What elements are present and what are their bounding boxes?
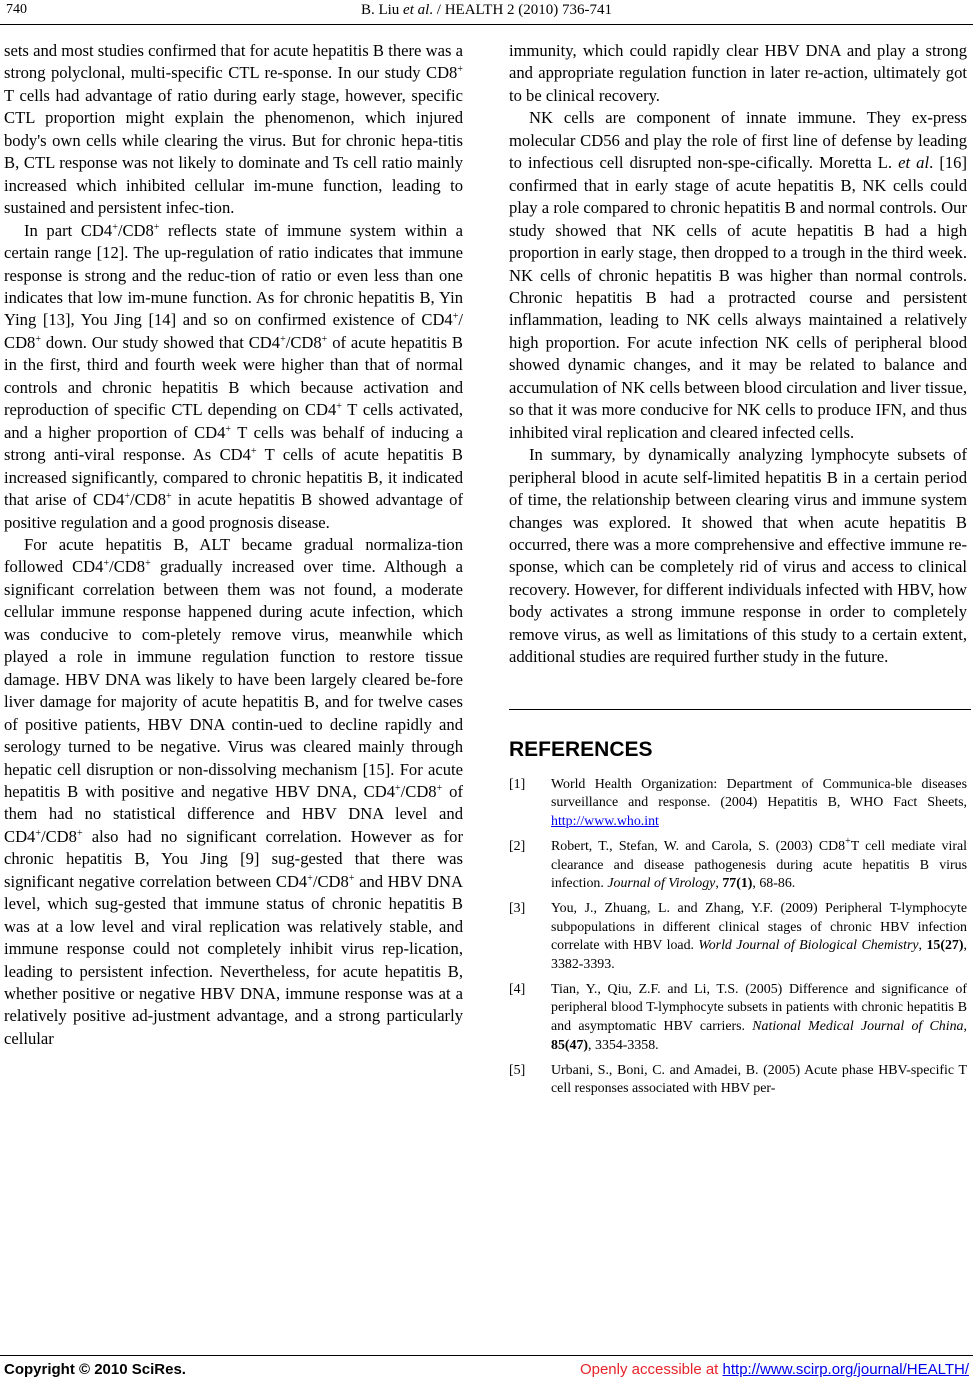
reference-number: [3] (509, 900, 526, 916)
reference-number: [1] (509, 776, 526, 792)
page-header (0, 0, 973, 28)
right-column (509, 40, 967, 1105)
reference-3: [3] You, J., Zhuang, L. and Zhang, Y.F. (2009) Peripheral T-lymphocyte subpopulations in different clinical stages of chronic HBV infection correlate with HBV load. World Journal of Biological Chemistry, 15(27), 3382-3393. (509, 900, 967, 973)
left-paragraph-1: sets and most studies confirmed that for acute hepatitis B there was a strong polyclonal, multi-specific CTL re-sponse. In our study CD8+ T cells had advantage of ratio during early stage, however, specific CTL proportion might explain the phenomenon, which injured body's own cells while clearing the virus. But for chronic hepa-titis B, CTL response was not likely to dominate and Ts cell ratio mainly increased which inhibited cellular im-mune function, leading to sustained and persistent infec-tion. (4, 41, 463, 218)
reference-5: [5] Urbani, S., Boni, C. and Amadei, B. (2005) Acute phase HBV-specific T cell responses associated with HBV per- (509, 1062, 967, 1097)
reference-number: [4] (509, 981, 526, 997)
header-rule (0, 24, 973, 25)
right-paragraph-2: NK cells are component of innate immune. They ex-press molecular CD56 and play the role of first line of defense by leading to infectious cell disrupted non-spe-cifically. Moretta L. et al. [16] confirmed that in early stage of acute hepatitis B, NK cells could play a role compared to chronic hepatitis B and normal controls. Our study showed that NK cells of acute hepatitis B had a high proportion in early stage, then dropped to a trough in the third week. NK cells of chronic hepatitis B was higher than normal controls. Chronic hepatitis B had a protracted course and persistent inflammation, leading to NK cells always maintained a relatively high proportion. For acute infection NK cells of peripheral blood showed dynamic changes, and it may be related to balance and accumulation of NK cells between blood circulation and liver tissue, so that it was more conducive for NK cells to produce IFN, and thus inhibited viral replication and cleared infected cells. (509, 108, 967, 442)
page-number: 740 (6, 2, 27, 17)
reference-4: [4] Tian, Y., Qiu, Z.F. and Li, T.S. (2005) Difference and significance of peripheral blood T-lymphocyte subsets in patients with chronic hepatitis B and asymptomatic HBV carriers. National Medical Journal of China, 85(47), 3354-3358. (509, 981, 967, 1053)
right-paragraph-3: In summary, by dynamically analyzing lymphocyte subsets of peripheral blood in acute self-limited hepatitis B in a certain period of time, the relationship between clearing virus and immune system changes was explored. It showed that when acute hepatitis B occurred, there was a more comprehensive and effective immune re-sponse, which can be completely rid of virus and access to clinical recovery. However, for different individuals infected with HBV, how body activates a strong immune response in order to completely remove virus, as well as limitations of this study to a certain extent, additional studies are required further study in the future. (509, 445, 967, 667)
reference-number: [2] (509, 838, 526, 854)
right-paragraph-1: immunity, which could rapidly clear HBV DNA and play a strong and appropriate regulation function in later re-action, ultimately got to be clinical recovery. (509, 41, 967, 105)
reference-1: [1] World Health Organization: Department of Communica-ble diseases surveillance and response. (2004) Hepatitis B, WHO Fact Sheets, http://www.who.int (509, 776, 967, 830)
page-footer (0, 1355, 973, 1385)
reference-number: [5] (509, 1062, 526, 1078)
who-link[interactable]: http://www.who.int (551, 814, 659, 830)
running-head-journal: . / HEALTH 2 (2010) 736-741 (429, 2, 613, 18)
reference-2: [2] Robert, T., Stefan, W. and Carola, S. (2003) CD8+T cell mediate viral clearance and disease pathogenesis during acute hepatitis B virus infection. Journal of Virology, 77(1), 68-86. (509, 835, 968, 892)
left-paragraph-2: In part CD4+/CD8+ reflects state of immune system within a certain range [12]. The up-regulation of ratio indicates that immune response is strong and the reduc-tion of ratio or even less than one indicates that low im-mune function. As for chronic hepatitis B, Yin Ying [13], You Jing [14] and so on confirmed existence of CD4+/ CD8+ down. Our study showed that CD4+/CD8+ of acute hepatitis B in the first, third and fourth week were higher than that of normal controls and chronic hepatitis B which because activation and reproduction of specific CTL depending on CD4+ T cells activated, and a higher proportion of CD4+ T cells was behalf of inducing a strong anti-viral response. As CD4+ T cells of acute hepatitis B increased significantly, compared to chronic hepatitis B, it indicated that arise of CD4+/CD8+ in acute hepatitis B showed advantage of positive regulation and a good prognosis disease. (4, 220, 463, 532)
footer-rule (0, 1355, 973, 1356)
left-column (4, 40, 463, 1050)
left-paragraph-3: For acute hepatitis B, ALT became gradual normaliza-tion followed CD4+/CD8+ gradually increased over time. Although a significant correlation between them was not found, a moderate cellular immune response happened during acute infection, which was conducive to com-pletely remove virus, meanwhile which played a role in immune regulation function to restore tissue damage. HBV DNA was likely to have been largely cleared be-fore liver damage for majority of acute hepatitis B, and for twelve cases of positive patients, HBV DNA contin-ued to decline rapidly and serology turned to be negative. Virus was cleared mainly through hepatic cell disruption or non-dissolving mechanism [15]. For acute hepatitis B with positive and negative HBV DNA, CD4+/CD8+ of them had no statistical difference and HBV DNA level and CD4+/CD8+ also had no significant correlation. However as for chronic hepatitis B, You Jing [9] sug-gested that there was significant negative correlation between CD4+/CD8+ and HBV DNA level, which sug-gested that immune status of chronic hepatitis B was at a low level and viral replication was relatively stable, and immune response could not completely inhibit virus rep-lication, leading to persistent infection. Nevertheless, for acute hepatitis B, whether positive or negative HBV DNA, immune response was at a relatively positive ad-justment advantage, and a strong particularly cellular (4, 534, 464, 1048)
copyright-notice: Copyright © 2010 SciRes. (4, 1361, 186, 1378)
references-heading: REFERENCES (509, 737, 653, 761)
open-access-notice: Openly accessible at http://www.scirp.org/journal/HEALTH/ (579, 1361, 969, 1378)
references-rule (509, 709, 971, 710)
running-head (0, 2, 973, 19)
running-head-etal: et al (403, 2, 430, 18)
journal-url-link[interactable]: http://www.scirp.org/journal/HEALTH/ (722, 1361, 969, 1378)
running-head-author: B. Liu (360, 2, 404, 18)
